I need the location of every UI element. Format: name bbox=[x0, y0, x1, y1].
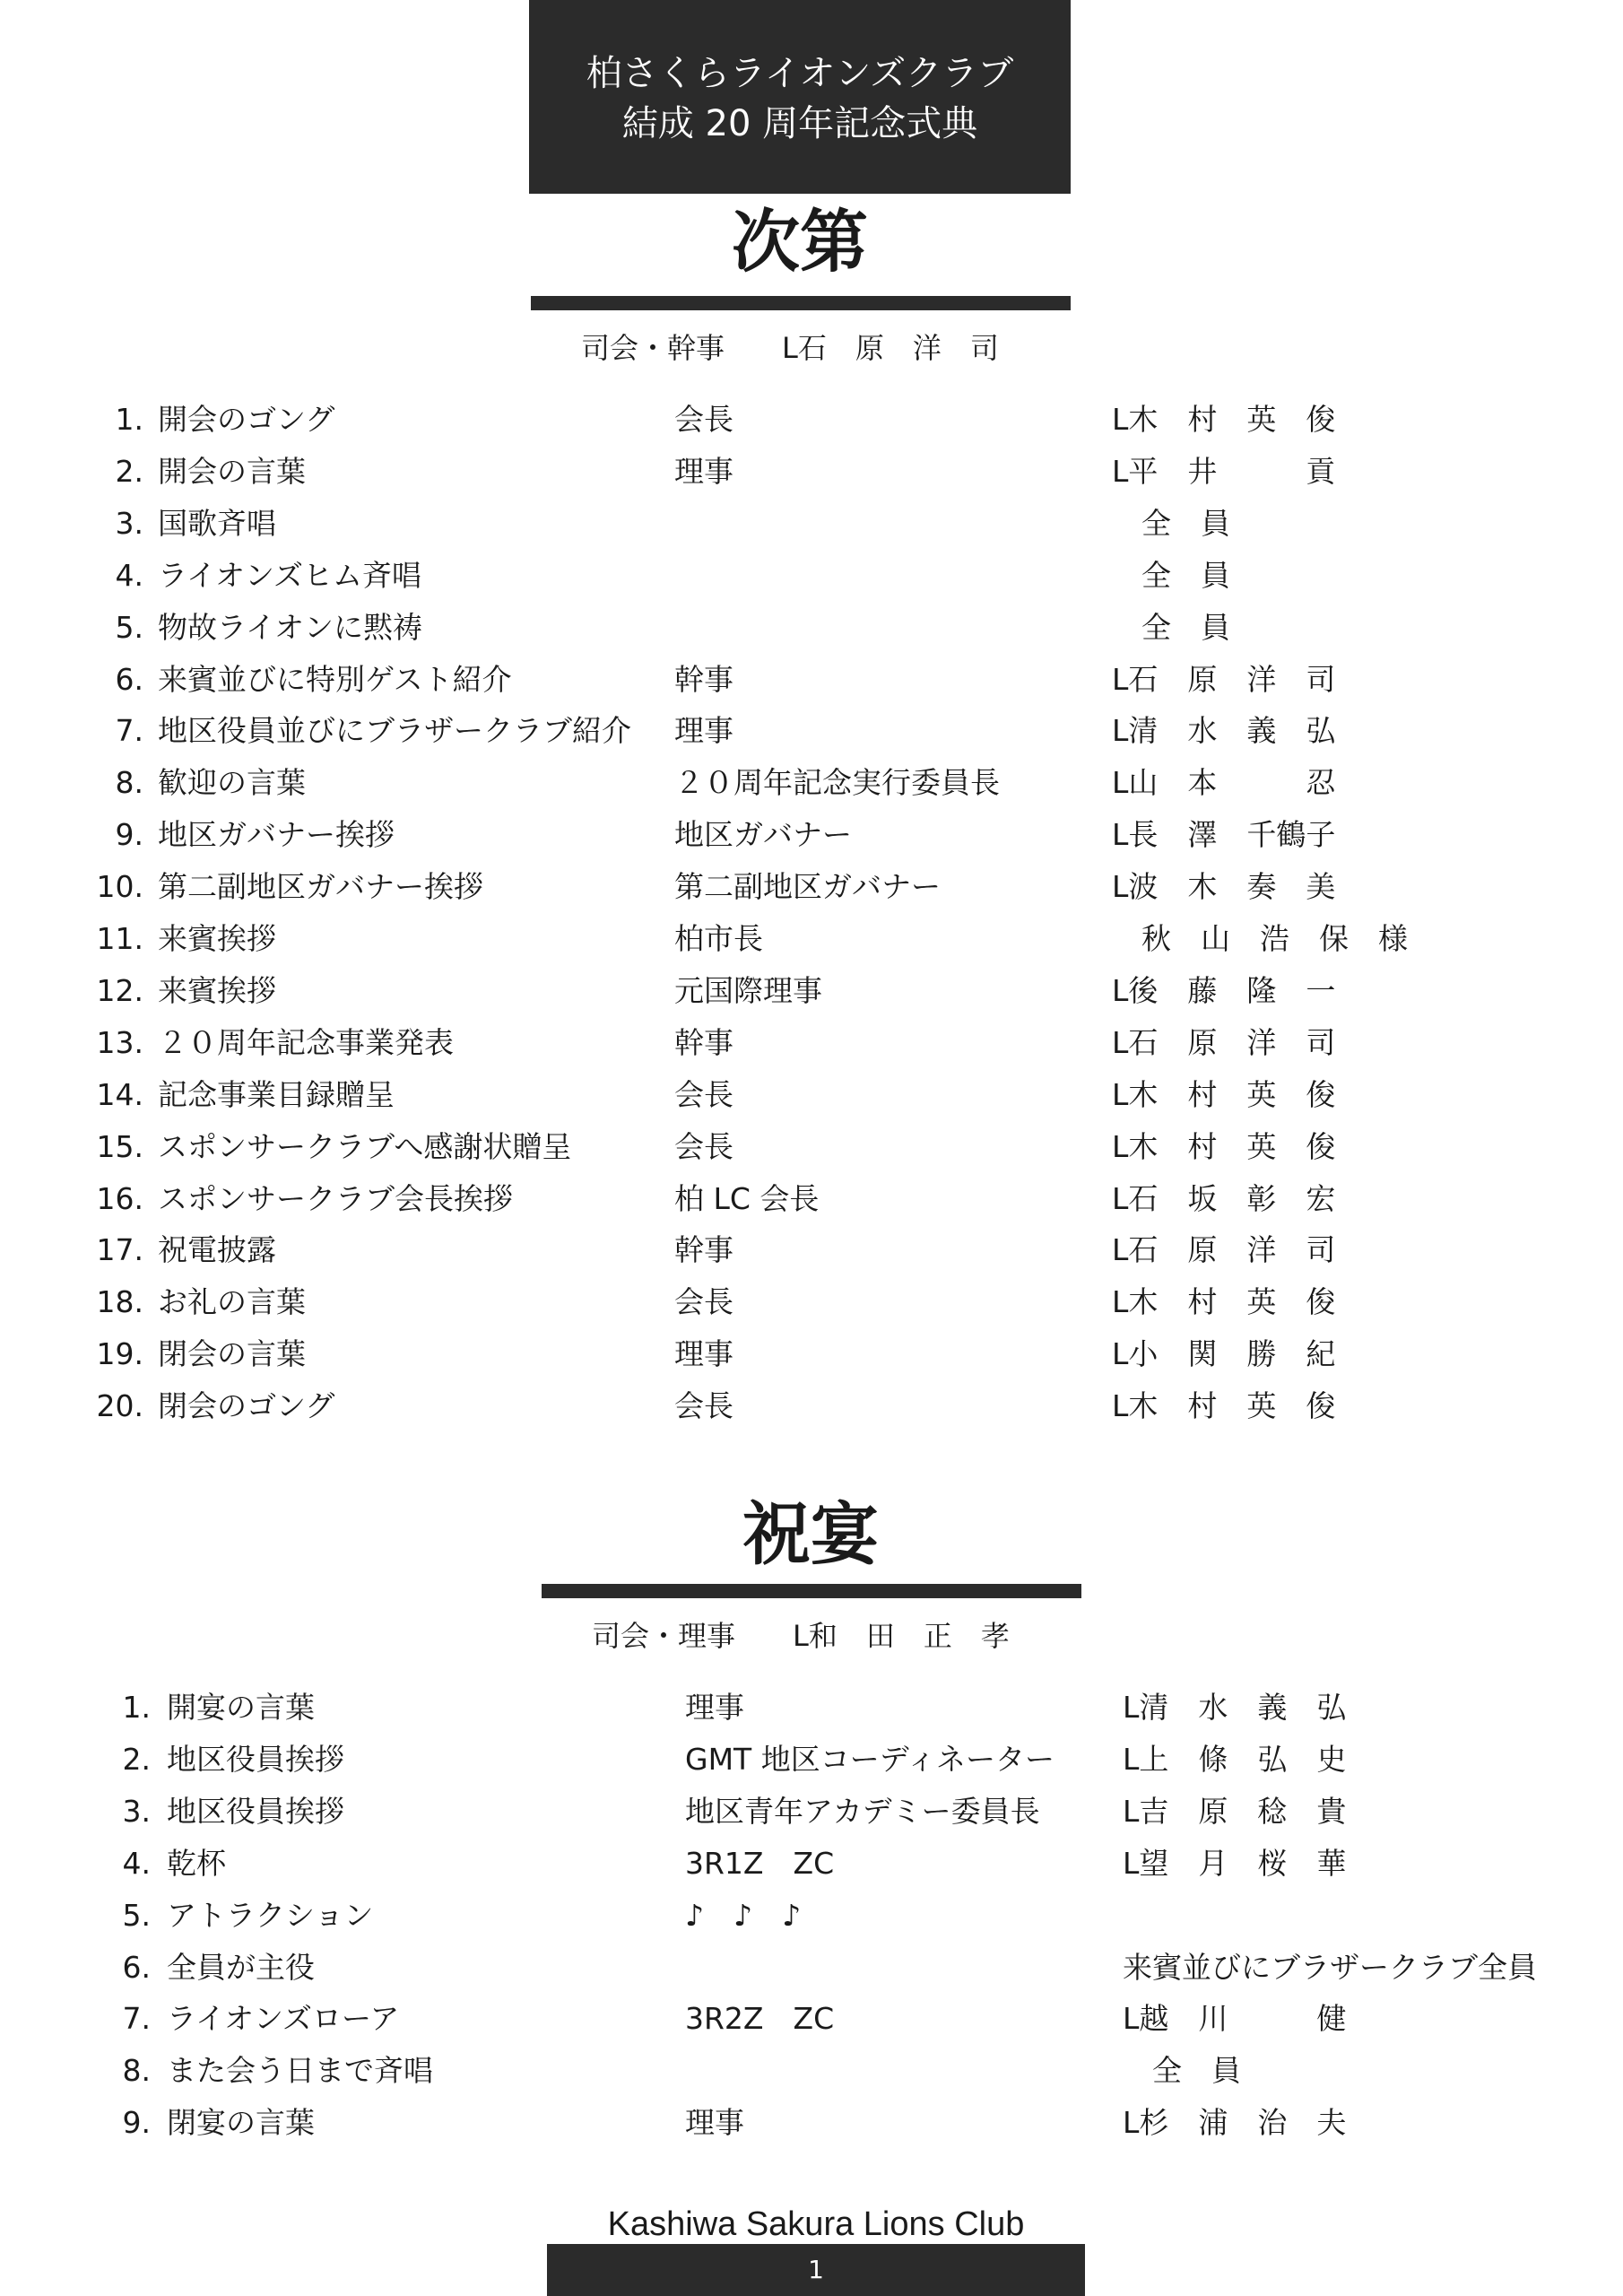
item-number: 17. bbox=[96, 1232, 143, 1268]
banquet-title: 祝宴 bbox=[742, 1494, 879, 1574]
item-number: 14. bbox=[96, 1076, 143, 1112]
item-person: L吉 原 稔 貴 bbox=[1123, 1793, 1347, 1829]
item-title: 来賓並びに特別ゲスト紹介 bbox=[158, 661, 512, 697]
item-person: L木 村 英 俊 bbox=[1112, 1128, 1336, 1164]
item-person: L杉 浦 治 夫 bbox=[1123, 2105, 1347, 2141]
program-row bbox=[0, 760, 1623, 806]
program-row bbox=[0, 2100, 1623, 2146]
program-row bbox=[0, 864, 1623, 910]
item-role: 元国際理事 bbox=[674, 972, 822, 1008]
item-person: L越 川 健 bbox=[1123, 2001, 1347, 2037]
item-number: 6. bbox=[115, 661, 143, 697]
item-number: 1. bbox=[122, 1690, 151, 1725]
item-title: 祝電披露 bbox=[158, 1232, 276, 1268]
item-role: 幹事 bbox=[674, 1232, 733, 1268]
item-role: ２０周年記念実行委員長 bbox=[674, 765, 1000, 801]
item-person: L波 木 奏 美 bbox=[1112, 869, 1336, 905]
item-number: 5. bbox=[122, 1897, 151, 1933]
item-role: ♪ ♪ ♪ bbox=[685, 1897, 802, 1933]
item-person: L石 原 洋 司 bbox=[1112, 661, 1336, 697]
program-row bbox=[0, 1788, 1623, 1835]
item-number: 7. bbox=[122, 2001, 151, 2037]
program-row bbox=[0, 552, 1623, 599]
program-row bbox=[0, 1279, 1623, 1326]
ceremony-title: 次第 bbox=[732, 202, 868, 282]
item-role: 会長 bbox=[674, 1128, 733, 1164]
program-row bbox=[0, 1072, 1623, 1118]
item-role: 理事 bbox=[685, 1690, 744, 1725]
item-role: 第二副地区ガバナー bbox=[674, 869, 941, 905]
item-number: 1. bbox=[115, 402, 143, 437]
program-row bbox=[0, 1840, 1623, 1887]
item-number: 9. bbox=[122, 2105, 151, 2141]
program-row bbox=[0, 1383, 1623, 1430]
item-title: スポンサークラブ会長挨拶 bbox=[158, 1180, 513, 1216]
item-title: スポンサークラブへ感謝状贈呈 bbox=[158, 1128, 572, 1164]
item-title: 開会の言葉 bbox=[158, 453, 306, 489]
program-row bbox=[0, 1124, 1623, 1170]
item-title: 記念事業目録贈呈 bbox=[158, 1076, 395, 1112]
item-number: 3. bbox=[115, 505, 143, 541]
item-number: 9. bbox=[115, 817, 143, 853]
item-person: L望 月 桜 華 bbox=[1123, 1845, 1347, 1881]
program-row bbox=[0, 1227, 1623, 1274]
item-number: 7. bbox=[115, 713, 143, 749]
item-number: 19. bbox=[96, 1336, 143, 1372]
item-title: 来賓挨拶 bbox=[158, 972, 276, 1008]
program-row bbox=[0, 396, 1623, 443]
program-row bbox=[0, 448, 1623, 495]
item-title: ライオンズヒム斉唱 bbox=[158, 557, 422, 593]
item-role: 3R1Z ZC bbox=[685, 1845, 835, 1881]
item-role: 幹事 bbox=[674, 661, 733, 697]
event-title-box bbox=[529, 0, 1071, 194]
item-number: 8. bbox=[122, 2053, 151, 2089]
item-person: 全 員 bbox=[1112, 609, 1230, 645]
banquet-emcee: 司会・理事 L和 田 正 孝 bbox=[592, 1619, 1010, 1653]
item-title: また会う日まで斉唱 bbox=[167, 2053, 433, 2089]
program-row bbox=[0, 812, 1623, 858]
item-title: 全員が主役 bbox=[167, 1949, 315, 1985]
program-row bbox=[0, 2048, 1623, 2094]
program-row bbox=[0, 916, 1623, 962]
item-person: L山 本 忍 bbox=[1112, 765, 1336, 801]
item-number: 8. bbox=[115, 765, 143, 801]
item-title: 閉会のゴング bbox=[158, 1388, 335, 1424]
program-row bbox=[0, 708, 1623, 754]
item-person: L石 原 洋 司 bbox=[1112, 1232, 1336, 1268]
item-title: ２０周年記念事業発表 bbox=[158, 1024, 454, 1060]
item-role: 幹事 bbox=[674, 1024, 733, 1060]
item-number: 12. bbox=[96, 972, 143, 1008]
item-role: 理事 bbox=[685, 2105, 744, 2141]
item-title: 地区役員挨拶 bbox=[167, 1793, 344, 1829]
item-title: 開宴の言葉 bbox=[167, 1690, 315, 1725]
item-number: 11. bbox=[96, 921, 143, 956]
item-number: 13. bbox=[96, 1024, 143, 1060]
ceremony-title-underline bbox=[531, 296, 1071, 310]
item-person: L石 原 洋 司 bbox=[1112, 1024, 1336, 1060]
item-person: L木 村 英 俊 bbox=[1112, 1284, 1336, 1320]
program-row bbox=[0, 500, 1623, 547]
item-title: 地区役員挨拶 bbox=[167, 1741, 344, 1777]
item-role: 理事 bbox=[674, 713, 733, 749]
program-row bbox=[0, 1684, 1623, 1731]
item-number: 2. bbox=[115, 453, 143, 489]
item-person: L清 水 義 弘 bbox=[1112, 713, 1336, 749]
program-row bbox=[0, 1331, 1623, 1378]
event-name-heading: 結成 20 周年記念式典 bbox=[621, 103, 978, 144]
item-title: ライオンズローア bbox=[167, 2001, 400, 2037]
item-role: 会長 bbox=[674, 1388, 733, 1424]
item-role: 会長 bbox=[674, 402, 733, 437]
item-title: お礼の言葉 bbox=[158, 1284, 306, 1320]
item-person: 全 員 bbox=[1112, 505, 1230, 541]
item-title: 第二副地区ガバナー挨拶 bbox=[158, 869, 483, 905]
item-number: 6. bbox=[122, 1949, 151, 1985]
program-row bbox=[0, 604, 1623, 651]
program-row bbox=[0, 1892, 1623, 1939]
item-title: 地区役員並びにブラザークラブ紹介 bbox=[158, 713, 631, 749]
item-number: 4. bbox=[115, 557, 143, 593]
item-person: L上 條 弘 史 bbox=[1123, 1741, 1347, 1777]
banquet-title-underline bbox=[542, 1584, 1081, 1598]
item-role: 会長 bbox=[674, 1076, 733, 1112]
item-person: L清 水 義 弘 bbox=[1123, 1690, 1347, 1725]
item-number: 2. bbox=[122, 1741, 151, 1777]
item-number: 18. bbox=[96, 1284, 143, 1320]
program-row bbox=[0, 1996, 1623, 2042]
item-person: 秋 山 浩 保 様 bbox=[1112, 921, 1408, 956]
item-number: 4. bbox=[122, 1845, 151, 1881]
program-row bbox=[0, 657, 1623, 703]
program-row bbox=[0, 968, 1623, 1014]
item-title: 来賓挨拶 bbox=[158, 921, 276, 956]
program-row bbox=[0, 1944, 1623, 1991]
item-number: 10. bbox=[96, 869, 143, 905]
item-role: 柏市長 bbox=[674, 921, 763, 956]
item-role: 地区青年アカデミー委員長 bbox=[685, 1793, 1040, 1829]
item-person: 来賓並びにブラザークラブ全員 bbox=[1123, 1949, 1537, 1985]
footer-club-name: Kashiwa Sakura Lions Club bbox=[607, 2205, 1025, 2243]
club-name-heading: 柏さくらライオンズクラブ bbox=[586, 53, 1014, 94]
item-title: 乾杯 bbox=[167, 1845, 226, 1881]
page-number: 1 bbox=[808, 2255, 824, 2284]
item-title: 地区ガバナー挨拶 bbox=[158, 817, 395, 853]
item-person: L長 澤 千鶴子 bbox=[1112, 817, 1336, 853]
item-title: 国歌斉唱 bbox=[158, 505, 276, 541]
item-title: アトラクション bbox=[167, 1897, 374, 1933]
program-row bbox=[0, 1176, 1623, 1222]
item-number: 16. bbox=[96, 1180, 143, 1216]
item-role: 柏 LC 会長 bbox=[674, 1180, 820, 1216]
item-role: 理事 bbox=[674, 453, 733, 489]
item-role: GMT 地区コーディネーター bbox=[685, 1741, 1055, 1777]
item-person: L木 村 英 俊 bbox=[1112, 1388, 1336, 1424]
item-person: L平 井 貢 bbox=[1112, 453, 1336, 489]
item-person: 全 員 bbox=[1112, 557, 1230, 593]
item-person: L後 藤 隆 一 bbox=[1112, 972, 1336, 1008]
item-role: 会長 bbox=[674, 1284, 733, 1320]
item-title: 開会のゴング bbox=[158, 402, 335, 437]
item-number: 20. bbox=[96, 1388, 143, 1424]
item-title: 歓迎の言葉 bbox=[158, 765, 306, 801]
item-role: 地区ガバナー bbox=[674, 817, 852, 853]
ceremony-emcee: 司会・幹事 L石 原 洋 司 bbox=[581, 331, 999, 365]
item-title: 閉宴の言葉 bbox=[167, 2105, 315, 2141]
footer-page-bar bbox=[547, 2244, 1085, 2296]
item-person: L木 村 英 俊 bbox=[1112, 1076, 1336, 1112]
item-person: L木 村 英 俊 bbox=[1112, 402, 1336, 437]
item-role: 理事 bbox=[674, 1336, 733, 1372]
item-role: 3R2Z ZC bbox=[685, 2001, 835, 2037]
item-person: 全 員 bbox=[1123, 2053, 1241, 2089]
program-row bbox=[0, 1020, 1623, 1066]
item-title: 閉会の言葉 bbox=[158, 1336, 306, 1372]
item-title: 物故ライオンに黙祷 bbox=[158, 609, 423, 645]
item-person: L小 関 勝 紀 bbox=[1112, 1336, 1336, 1372]
item-number: 15. bbox=[96, 1128, 143, 1164]
item-number: 3. bbox=[122, 1793, 151, 1829]
program-row bbox=[0, 1736, 1623, 1783]
item-number: 5. bbox=[115, 609, 143, 645]
item-person: L石 坂 彰 宏 bbox=[1112, 1180, 1336, 1216]
